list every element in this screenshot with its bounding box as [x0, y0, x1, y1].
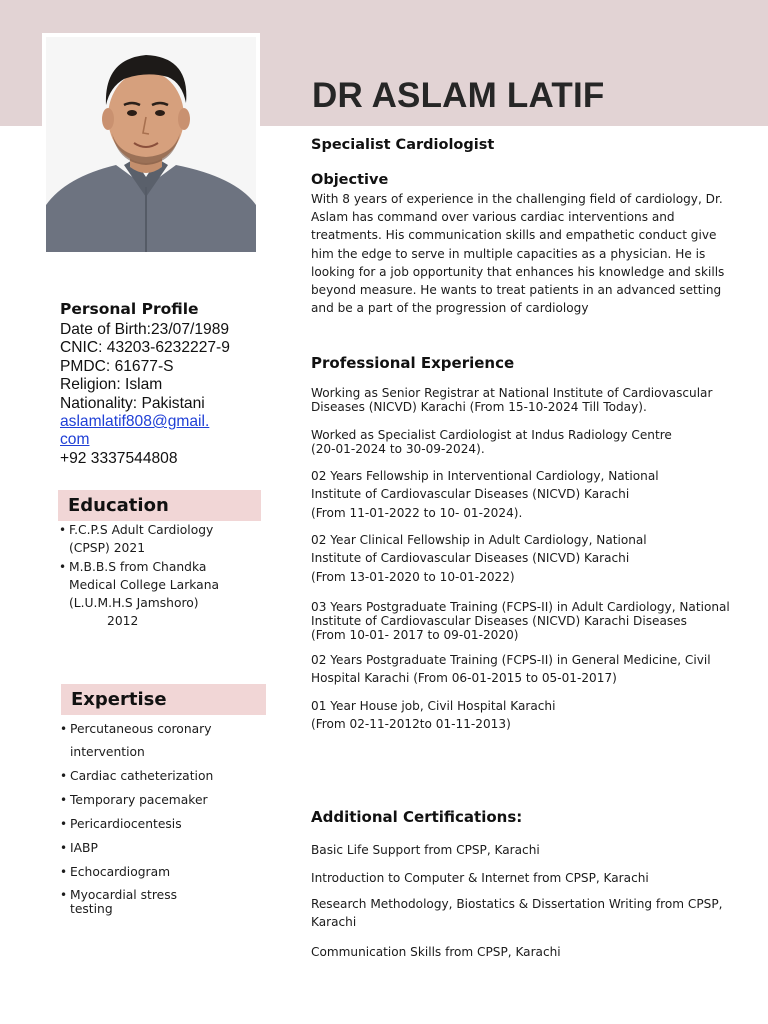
experience-line: (20-01-2024 to 30-09-2024).	[311, 441, 485, 456]
experience-line: Institute of Cardiovascular Diseases (NICVD) Karachi	[311, 487, 630, 502]
objective-line: beyond measure. He wants to treat patients in an advanced setting	[311, 283, 722, 298]
list-item: • Pericardiocentesis	[60, 816, 260, 832]
certification-line: Research Methodology, Biostatics & Dissertation Writing from CPSP,	[311, 897, 723, 911]
profile-photo	[46, 37, 256, 252]
email-line-1[interactable]: aslamlatif808@gmail.	[60, 413, 210, 431]
nationality: Nationality: Pakistani	[60, 394, 205, 412]
objective-heading: Objective	[311, 172, 389, 188]
list-item: • IABP	[60, 840, 260, 856]
phone: +92 3337544808	[60, 449, 178, 467]
experience-line: (From 13-01-2020 to 10-01-2022)	[311, 569, 515, 584]
certification-line: Introduction to Computer & Internet from CPSP, Karachi	[311, 871, 649, 885]
candidate-name: DR ASLAM LATIF	[312, 76, 605, 115]
experience-entry	[311, 651, 711, 688]
cnic: CNIC: 43203-6232227-9	[60, 339, 230, 357]
objective-text	[311, 190, 741, 317]
experience-entry	[311, 467, 659, 522]
education-item-2-line-1: M.B.B.S from Chandka	[69, 559, 207, 574]
list-item	[59, 521, 259, 558]
education-item-1-line-2: (CPSP) 2021	[69, 541, 146, 556]
professional-experience-heading: Professional Experience	[311, 354, 515, 372]
job-title: Specialist Cardiologist	[311, 137, 495, 153]
personal-profile-details	[60, 321, 230, 468]
education-item-2-line-4: 2012	[107, 614, 139, 629]
experience-line: 02 Years Fellowship in Interventional Cardiology, National	[311, 469, 659, 483]
email-line-2[interactable]: com	[60, 431, 90, 449]
education-item-2-line-3: (L.U.M.H.S Jamshoro)	[69, 596, 199, 611]
experience-line: 03 Years Postgraduate Training (FCPS-II) in Adult Cardiology, National	[311, 600, 730, 614]
objective-line: him the edge to serve in multiple capacities as a physician. He is	[311, 246, 706, 261]
email-link[interactable]	[60, 413, 230, 450]
experience-line: Institute of Cardiovascular Diseases (NICVD) Karachi	[311, 551, 630, 566]
experience-line: Hospital Karachi (From 06-01-2015 to 05-01-2017)	[311, 671, 617, 686]
experience-line: 02 Year Clinical Fellowship in Adult Cardiology, National	[311, 533, 647, 547]
certification-line: Karachi	[311, 914, 357, 929]
objective-line: With 8 years of experience in the challenging field of cardiology, Dr.	[311, 192, 723, 206]
list-item: • Myocardial stress testing	[60, 888, 190, 916]
education-item-2-line-2: Medical College Larkana	[69, 577, 220, 592]
experience-line: 01 Year House job, Civil Hospital Karachi	[311, 699, 556, 713]
religion: Religion: Islam	[60, 376, 163, 394]
list-item: • Temporary pacemaker	[60, 792, 260, 808]
list-item: • Percutaneous coronary intervention	[60, 718, 230, 764]
expertise-heading: Expertise	[61, 684, 266, 715]
experience-line: Diseases (NICVD) Karachi (From 15-10-2024 Till Today).	[311, 399, 647, 414]
list-item	[59, 558, 259, 631]
certification-line: Basic Life Support from CPSP, Karachi	[311, 843, 540, 857]
objective-line: and be a part of the progression of cardiology	[311, 301, 589, 316]
experience-entry	[311, 531, 647, 586]
experience-entry	[311, 697, 555, 734]
list-item: • Echocardiogram	[60, 864, 260, 880]
expertise-list	[60, 718, 260, 924]
experience-entry	[311, 387, 712, 415]
experience-line: (From 10-01- 2017 to 09-01-2020)	[311, 627, 519, 642]
certifications-heading: Additional Certifications:	[311, 808, 523, 826]
experience-line: Working as Senior Registrar at National Institute of Cardiovascular	[311, 386, 713, 400]
experience-line: Worked as Specialist Cardiologist at Indus Radiology Centre	[311, 428, 672, 442]
experience-line: Institute of Cardiovascular Diseases (NICVD) Karachi Diseases	[311, 613, 687, 628]
experience-line: 02 Years Postgraduate Training (FCPS-II) in General Medicine, Civil	[311, 653, 711, 667]
objective-line: Aslam has command over various cardiac interventions and	[311, 210, 675, 225]
certification-item	[311, 944, 561, 962]
personal-profile-heading: Personal Profile	[60, 300, 199, 318]
certification-item	[311, 842, 540, 860]
pmdc: PMDC: 61677-S	[60, 357, 174, 375]
objective-line: looking for a job opportunity that enhances his knowledge and skills	[311, 264, 725, 279]
experience-entry	[311, 601, 730, 642]
objective-line: treatments. His communication skills and empathetic conduct give	[311, 228, 717, 243]
education-item-1-line-1: F.C.P.S Adult Cardiology	[69, 523, 214, 537]
education-list	[59, 521, 259, 631]
profile-photo-frame	[42, 33, 260, 255]
certification-item	[311, 896, 722, 931]
certification-line: Communication Skills from CPSP, Karachi	[311, 945, 561, 959]
certification-item	[311, 870, 649, 888]
list-item: • Cardiac catheterization	[60, 768, 260, 784]
date-of-birth: Date of Birth:23/07/1989	[60, 321, 230, 338]
education-heading: Education	[58, 490, 261, 521]
experience-line: (From 11-01-2022 to 10- 01-2024).	[311, 505, 523, 520]
experience-entry	[311, 429, 672, 457]
experience-line: (From 02-11-2012to 01-11-2013)	[311, 717, 511, 732]
